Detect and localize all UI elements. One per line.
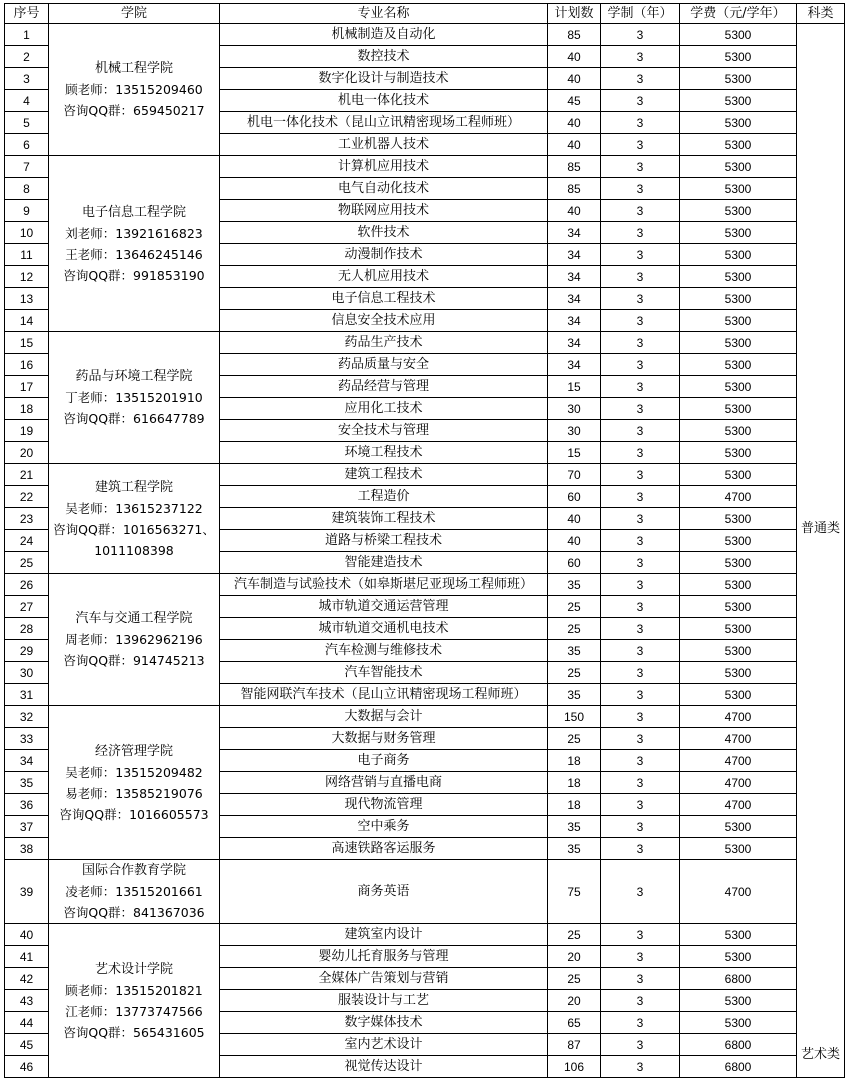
- row-major: 无人机应用技术: [220, 266, 548, 288]
- row-major: 工程造价: [220, 486, 548, 508]
- row-fee: 5300: [680, 552, 797, 574]
- row-index: 44: [5, 1012, 49, 1034]
- row-index: 40: [5, 924, 49, 946]
- header-category: 科类: [797, 4, 845, 24]
- row-fee: 4700: [680, 750, 797, 772]
- row-fee: 5300: [680, 442, 797, 464]
- row-fee: 5300: [680, 508, 797, 530]
- row-index: 27: [5, 596, 49, 618]
- row-fee: 4700: [680, 772, 797, 794]
- row-major: 应用化工技术: [220, 398, 548, 420]
- table-row: [5, 156, 845, 178]
- header-years: 学制（年）: [601, 4, 680, 24]
- row-major: 城市轨道交通运营管理: [220, 596, 548, 618]
- row-index: 38: [5, 838, 49, 860]
- row-plan: 18: [548, 794, 601, 816]
- row-major: 高速铁路客运服务: [220, 838, 548, 860]
- row-index: 11: [5, 244, 49, 266]
- row-index: 37: [5, 816, 49, 838]
- row-plan: 45: [548, 90, 601, 112]
- row-fee: 5300: [680, 1012, 797, 1034]
- college-contact: 咨询QQ群：1016563271、: [53, 521, 215, 537]
- row-major: 机械制造及自动化: [220, 24, 548, 46]
- row-index: 33: [5, 728, 49, 750]
- header-fee: 学费（元/学年）: [680, 4, 797, 24]
- college-contact: 易老师：13585219076: [65, 785, 203, 801]
- row-plan: 35: [548, 574, 601, 596]
- row-fee: 5300: [680, 222, 797, 244]
- row-fee: 5300: [680, 134, 797, 156]
- row-plan: 40: [548, 530, 601, 552]
- row-major: 电子信息工程技术: [220, 288, 548, 310]
- row-index: 14: [5, 310, 49, 332]
- row-index: 23: [5, 508, 49, 530]
- row-years: 3: [601, 464, 680, 486]
- college-contact: 咨询QQ群：1016605573: [59, 806, 209, 822]
- row-plan: 20: [548, 946, 601, 968]
- college-contact: 顾老师：13515201821: [65, 982, 203, 998]
- row-plan: 65: [548, 1012, 601, 1034]
- row-major: 汽车检测与维修技术: [220, 640, 548, 662]
- row-major: 大数据与会计: [220, 706, 548, 728]
- row-fee: 5300: [680, 398, 797, 420]
- row-years: 3: [601, 398, 680, 420]
- college-contact: 周老师：13962962196: [65, 632, 203, 647]
- row-major: 汽车智能技术: [220, 662, 548, 684]
- row-plan: 40: [548, 46, 601, 68]
- row-index: 10: [5, 222, 49, 244]
- row-major: 全媒体广告策划与营销: [220, 968, 548, 990]
- row-fee: 5300: [680, 924, 797, 946]
- row-major: 视觉传达设计: [220, 1056, 548, 1078]
- row-fee: 5300: [680, 990, 797, 1012]
- row-major: 城市轨道交通机电技术: [220, 618, 548, 640]
- row-years: 3: [601, 24, 680, 46]
- row-index: 2: [5, 46, 49, 68]
- row-plan: 25: [548, 596, 601, 618]
- row-years: 3: [601, 376, 680, 398]
- row-major: 动漫制作技术: [220, 244, 548, 266]
- row-years: 3: [601, 596, 680, 618]
- row-major: 现代物流管理: [220, 794, 548, 816]
- college-contact: 吴老师：13515209482: [65, 764, 203, 780]
- row-index: 36: [5, 794, 49, 816]
- row-plan: 15: [548, 376, 601, 398]
- row-index: 42: [5, 968, 49, 990]
- college-name: 药品与环境工程学院: [75, 369, 193, 384]
- college-cell: [49, 156, 220, 332]
- row-index: 8: [5, 178, 49, 200]
- row-fee: 5300: [680, 244, 797, 266]
- row-major: 建筑装饰工程技术: [220, 508, 548, 530]
- row-years: 3: [601, 860, 680, 924]
- row-index: 43: [5, 990, 49, 1012]
- row-index: 41: [5, 946, 49, 968]
- row-years: 3: [601, 946, 680, 968]
- row-years: 3: [601, 662, 680, 684]
- row-fee: 6800: [680, 968, 797, 990]
- row-index: 34: [5, 750, 49, 772]
- row-years: 3: [601, 288, 680, 310]
- row-index: 30: [5, 662, 49, 684]
- row-index: 39: [5, 860, 49, 924]
- college-contact: 咨询QQ群：841367036: [63, 905, 205, 920]
- college-name: 机械工程学院: [94, 61, 173, 76]
- row-years: 3: [601, 112, 680, 134]
- row-major: 智能网联汽车技术（昆山立讯精密现场工程师班）: [220, 684, 548, 706]
- header-row: [5, 4, 845, 24]
- row-plan: 75: [548, 860, 601, 924]
- row-index: 6: [5, 134, 49, 156]
- row-index: 22: [5, 486, 49, 508]
- row-major: 汽车制造与试验技术（如皋斯堪尼亚现场工程师班）: [220, 574, 548, 596]
- row-index: 17: [5, 376, 49, 398]
- row-plan: 34: [548, 288, 601, 310]
- row-years: 3: [601, 178, 680, 200]
- row-fee: 5300: [680, 816, 797, 838]
- row-plan: 40: [548, 200, 601, 222]
- enrollment-table: [4, 3, 845, 1078]
- row-index: 9: [5, 200, 49, 222]
- row-index: 31: [5, 684, 49, 706]
- row-years: 3: [601, 200, 680, 222]
- row-plan: 34: [548, 222, 601, 244]
- row-plan: 87: [548, 1034, 601, 1056]
- row-major: 建筑工程技术: [220, 464, 548, 486]
- row-fee: 4700: [680, 486, 797, 508]
- row-plan: 20: [548, 990, 601, 1012]
- row-plan: 40: [548, 508, 601, 530]
- row-major: 药品经营与管理: [220, 376, 548, 398]
- row-major: 网络营销与直播电商: [220, 772, 548, 794]
- college-name: 经济管理学院: [94, 743, 173, 759]
- college-contact: 丁老师：13515201910: [65, 390, 203, 405]
- row-plan: 40: [548, 112, 601, 134]
- row-years: 3: [601, 508, 680, 530]
- row-years: 3: [601, 266, 680, 288]
- row-fee: 5300: [680, 178, 797, 200]
- row-index: 18: [5, 398, 49, 420]
- row-major: 机电一体化技术（昆山立讯精密现场工程师班）: [220, 112, 548, 134]
- row-plan: 25: [548, 728, 601, 750]
- row-fee: 5300: [680, 288, 797, 310]
- row-plan: 35: [548, 684, 601, 706]
- table-row: [5, 24, 845, 46]
- row-fee: 5300: [680, 662, 797, 684]
- row-plan: 150: [548, 706, 601, 728]
- row-fee: 5300: [680, 310, 797, 332]
- table-row: [5, 574, 845, 596]
- row-years: 3: [601, 68, 680, 90]
- category-art: 艺术类: [797, 1034, 845, 1078]
- row-plan: 18: [548, 750, 601, 772]
- row-index: 3: [5, 68, 49, 90]
- row-major: 物联网应用技术: [220, 200, 548, 222]
- row-years: 3: [601, 706, 680, 728]
- college-name: 电子信息工程学院: [81, 204, 186, 220]
- row-major: 数控技术: [220, 46, 548, 68]
- row-major: 数字媒体技术: [220, 1012, 548, 1034]
- row-years: 3: [601, 640, 680, 662]
- row-plan: 15: [548, 442, 601, 464]
- row-major: 药品生产技术: [220, 332, 548, 354]
- row-fee: 5300: [680, 640, 797, 662]
- row-plan: 34: [548, 354, 601, 376]
- row-plan: 30: [548, 420, 601, 442]
- row-fee: 5300: [680, 376, 797, 398]
- row-index: 26: [5, 574, 49, 596]
- table-body: [5, 24, 845, 1078]
- row-plan: 25: [548, 618, 601, 640]
- row-major: 软件技术: [220, 222, 548, 244]
- row-index: 15: [5, 332, 49, 354]
- row-fee: 5300: [680, 90, 797, 112]
- row-index: 12: [5, 266, 49, 288]
- college-contact: 咨询QQ群：991853190: [63, 267, 205, 283]
- row-years: 3: [601, 442, 680, 464]
- row-years: 3: [601, 530, 680, 552]
- row-years: 3: [601, 354, 680, 376]
- row-major: 建筑室内设计: [220, 924, 548, 946]
- row-major: 工业机器人技术: [220, 134, 548, 156]
- table-row: [5, 924, 845, 946]
- row-years: 3: [601, 332, 680, 354]
- row-index: 21: [5, 464, 49, 486]
- row-years: 3: [601, 990, 680, 1012]
- college-cell: [49, 706, 220, 860]
- row-years: 3: [601, 772, 680, 794]
- row-index: 16: [5, 354, 49, 376]
- row-fee: 5300: [680, 112, 797, 134]
- table-row: [5, 464, 845, 486]
- row-index: 13: [5, 288, 49, 310]
- table-row: [5, 706, 845, 728]
- row-major: 大数据与财务管理: [220, 728, 548, 750]
- row-fee: 4700: [680, 794, 797, 816]
- row-index: 29: [5, 640, 49, 662]
- row-plan: 85: [548, 156, 601, 178]
- college-contact: 吴老师：13615237122: [65, 500, 203, 516]
- row-fee: 5300: [680, 266, 797, 288]
- row-plan: 35: [548, 816, 601, 838]
- row-fee: 5300: [680, 420, 797, 442]
- college-name: 国际合作教育学院: [81, 863, 186, 878]
- row-years: 3: [601, 1034, 680, 1056]
- row-major: 服装设计与工艺: [220, 990, 548, 1012]
- college-contact: 江老师：13773747566: [65, 1003, 203, 1019]
- row-index: 46: [5, 1056, 49, 1078]
- college-cell: [49, 24, 220, 156]
- row-years: 3: [601, 968, 680, 990]
- row-index: 19: [5, 420, 49, 442]
- college-contact: 王老师：13646245146: [65, 246, 203, 262]
- row-major: 数字化设计与制造技术: [220, 68, 548, 90]
- row-years: 3: [601, 244, 680, 266]
- row-fee: 4700: [680, 860, 797, 924]
- row-plan: 25: [548, 924, 601, 946]
- row-years: 3: [601, 156, 680, 178]
- row-years: 3: [601, 1012, 680, 1034]
- row-fee: 5300: [680, 332, 797, 354]
- college-contact: 咨询QQ群：659450217: [63, 103, 205, 118]
- row-fee: 5300: [680, 200, 797, 222]
- row-plan: 34: [548, 310, 601, 332]
- row-years: 3: [601, 552, 680, 574]
- row-years: 3: [601, 222, 680, 244]
- row-index: 45: [5, 1034, 49, 1056]
- college-name: 汽车与交通工程学院: [75, 611, 193, 626]
- row-fee: 5300: [680, 156, 797, 178]
- college-cell: [49, 332, 220, 464]
- header-index: 序号: [5, 4, 49, 24]
- row-major: 婴幼儿托育服务与管理: [220, 946, 548, 968]
- row-major: 电子商务: [220, 750, 548, 772]
- college-name: 艺术设计学院: [94, 961, 173, 977]
- row-major: 安全技术与管理: [220, 420, 548, 442]
- row-plan: 34: [548, 244, 601, 266]
- row-fee: 4700: [680, 706, 797, 728]
- college-contact: 顾老师：13515209460: [65, 82, 203, 97]
- row-years: 3: [601, 816, 680, 838]
- college-cell: [49, 574, 220, 706]
- row-major: 环境工程技术: [220, 442, 548, 464]
- row-plan: 25: [548, 662, 601, 684]
- category-general: 普通类: [797, 24, 845, 1034]
- row-years: 3: [601, 420, 680, 442]
- row-major: 道路与桥梁工程技术: [220, 530, 548, 552]
- row-years: 3: [601, 574, 680, 596]
- row-index: 1: [5, 24, 49, 46]
- row-years: 3: [601, 486, 680, 508]
- row-index: 24: [5, 530, 49, 552]
- row-major: 计算机应用技术: [220, 156, 548, 178]
- row-major: 电气自动化技术: [220, 178, 548, 200]
- row-plan: 40: [548, 68, 601, 90]
- row-fee: 5300: [680, 354, 797, 376]
- row-fee: 6800: [680, 1056, 797, 1078]
- table-row: [5, 332, 845, 354]
- row-plan: 60: [548, 486, 601, 508]
- college-contact: 咨询QQ群：565431605: [63, 1024, 205, 1040]
- college-contact: 咨询QQ群：616647789: [63, 411, 205, 426]
- row-years: 3: [601, 728, 680, 750]
- row-years: 3: [601, 684, 680, 706]
- header-plan: 计划数: [548, 4, 601, 24]
- row-years: 3: [601, 838, 680, 860]
- row-fee: 5300: [680, 596, 797, 618]
- college-contact: 咨询QQ群：914745213: [63, 653, 205, 668]
- row-plan: 25: [548, 968, 601, 990]
- row-major: 机电一体化技术: [220, 90, 548, 112]
- college-cell: [49, 860, 220, 924]
- row-plan: 30: [548, 398, 601, 420]
- row-fee: 4700: [680, 728, 797, 750]
- table-row: [5, 860, 845, 924]
- row-index: 25: [5, 552, 49, 574]
- row-index: 4: [5, 90, 49, 112]
- row-plan: 85: [548, 178, 601, 200]
- row-fee: 5300: [680, 838, 797, 860]
- row-index: 28: [5, 618, 49, 640]
- row-plan: 34: [548, 266, 601, 288]
- row-fee: 6800: [680, 1034, 797, 1056]
- row-years: 3: [601, 46, 680, 68]
- row-plan: 40: [548, 134, 601, 156]
- row-fee: 5300: [680, 24, 797, 46]
- row-years: 3: [601, 750, 680, 772]
- row-fee: 5300: [680, 946, 797, 968]
- row-fee: 5300: [680, 530, 797, 552]
- row-plan: 34: [548, 332, 601, 354]
- row-index: 5: [5, 112, 49, 134]
- row-major: 信息安全技术应用: [220, 310, 548, 332]
- row-plan: 70: [548, 464, 601, 486]
- row-years: 3: [601, 618, 680, 640]
- row-years: 3: [601, 134, 680, 156]
- row-index: 20: [5, 442, 49, 464]
- row-plan: 35: [548, 640, 601, 662]
- header-major: 专业名称: [220, 4, 548, 24]
- college-contact: 刘老师：13921616823: [65, 225, 203, 241]
- row-fee: 5300: [680, 46, 797, 68]
- college-cell: [49, 924, 220, 1078]
- row-major: 药品质量与安全: [220, 354, 548, 376]
- row-plan: 18: [548, 772, 601, 794]
- row-years: 3: [601, 310, 680, 332]
- row-years: 3: [601, 924, 680, 946]
- row-fee: 5300: [680, 618, 797, 640]
- row-major: 商务英语: [220, 860, 548, 924]
- row-years: 3: [601, 1056, 680, 1078]
- row-years: 3: [601, 794, 680, 816]
- row-fee: 5300: [680, 574, 797, 596]
- row-major: 智能建造技术: [220, 552, 548, 574]
- row-plan: 85: [548, 24, 601, 46]
- header-college: 学院: [49, 4, 220, 24]
- college-name: 建筑工程学院: [94, 479, 173, 495]
- row-fee: 5300: [680, 464, 797, 486]
- row-years: 3: [601, 90, 680, 112]
- row-index: 7: [5, 156, 49, 178]
- college-contact: 1011108398: [94, 542, 174, 558]
- row-major: 室内艺术设计: [220, 1034, 548, 1056]
- row-fee: 5300: [680, 68, 797, 90]
- row-plan: 60: [548, 552, 601, 574]
- row-index: 35: [5, 772, 49, 794]
- college-cell: [49, 464, 220, 574]
- college-contact: 凌老师：13515201661: [65, 884, 203, 899]
- row-major: 空中乘务: [220, 816, 548, 838]
- row-plan: 35: [548, 838, 601, 860]
- row-plan: 106: [548, 1056, 601, 1078]
- row-fee: 5300: [680, 684, 797, 706]
- row-index: 32: [5, 706, 49, 728]
